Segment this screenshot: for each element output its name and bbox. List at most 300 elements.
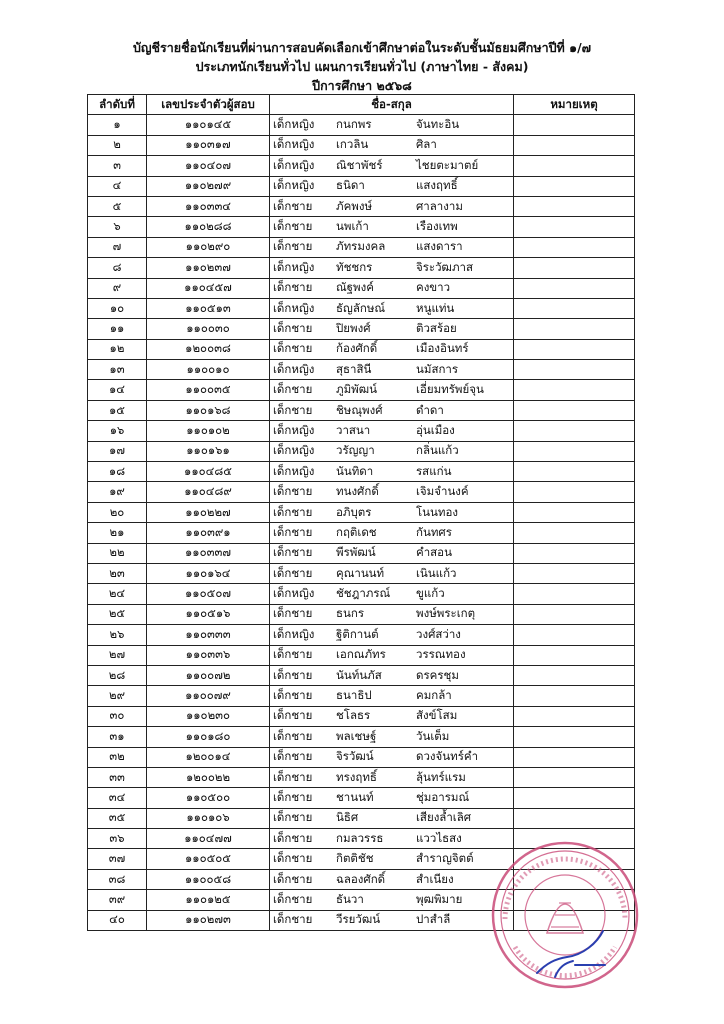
table-row: [88, 482, 635, 502]
last-name: เจิมจำนงค์: [416, 484, 469, 499]
remark-cell: [514, 360, 635, 380]
order-number: ๓๙: [88, 890, 147, 910]
exam-id: ๑๑๐๒๘๘: [147, 217, 270, 237]
student-name: [270, 910, 514, 930]
student-name: [270, 482, 514, 502]
document-subtitle: ประเภทนักเรียนทั่วไป แผนการเรียนทั่วไป (ภาษาไทย - สังคม): [195, 59, 529, 74]
student-name: [270, 135, 514, 155]
name-prefix: เด็กชาย: [273, 320, 313, 335]
header-remark: หมายเหตุ: [514, 95, 635, 115]
name-prefix: เด็กชาย: [273, 810, 313, 825]
order-number: ๑๓: [88, 360, 147, 380]
name-prefix: เด็กชาย: [273, 524, 313, 539]
order-number: ๓๗: [88, 849, 147, 869]
first-name: กมลวรรธ: [336, 830, 384, 845]
order-number: ๘: [88, 258, 147, 278]
name-prefix: เด็กชาย: [273, 504, 313, 519]
remark-cell: [514, 482, 635, 502]
remark-cell: [514, 156, 635, 176]
table-row: [88, 665, 635, 685]
first-name: อภิบุตร: [336, 504, 372, 519]
remark-cell: [514, 686, 635, 706]
last-name: ศาลางาม: [416, 198, 463, 213]
table-row: [88, 625, 635, 645]
name-prefix: เด็กชาย: [273, 647, 313, 662]
first-name: กฤติเดช: [336, 524, 377, 539]
first-name: วาสนา: [336, 422, 371, 437]
student-name: [270, 890, 514, 910]
remark-cell: [514, 829, 635, 849]
name-prefix: เด็กหญิง: [273, 443, 315, 458]
exam-id: ๑๑๐๒๙๐: [147, 237, 270, 257]
name-prefix: เด็กชาย: [273, 198, 313, 213]
order-number: ๒๗: [88, 645, 147, 665]
student-name: [270, 869, 514, 889]
table-row: [88, 278, 635, 298]
first-name: นันทิดา: [336, 463, 374, 478]
exam-id: ๑๑๐๐๗๙: [147, 686, 270, 706]
last-name: อุ่นเมือง: [416, 422, 455, 437]
student-name: [270, 360, 514, 380]
remark-cell: [514, 910, 635, 930]
last-name: เสียงล้ำเลิศ: [416, 810, 472, 825]
student-name: [270, 604, 514, 624]
table-row: [88, 788, 635, 808]
first-name: ธนิดา: [336, 178, 365, 193]
first-name: ก้องศักดิ์: [336, 341, 378, 356]
order-number: ๒๕: [88, 604, 147, 624]
exam-id: ๑๑๐๑๐๒: [147, 421, 270, 441]
remark-cell: [514, 441, 635, 461]
first-name: ภัคพงษ์: [336, 198, 373, 213]
order-number: ๓๑: [88, 727, 147, 747]
table-row: [88, 584, 635, 604]
last-name: แววไธสง: [416, 830, 462, 845]
last-name: ศิลา: [416, 137, 437, 152]
student-name: [270, 563, 514, 583]
last-name: สำราญจิตต์: [416, 851, 474, 866]
table-row: [88, 339, 635, 359]
first-name: ปิยพงศ์: [336, 320, 371, 335]
table-row: [88, 727, 635, 747]
academic-year: ปีการศึกษา ๒๕๖๘: [312, 78, 412, 93]
name-prefix: เด็กหญิง: [273, 178, 315, 193]
last-name: กลิ่นแก้ว: [416, 443, 459, 458]
name-prefix: เด็กชาย: [273, 789, 313, 804]
remark-cell: [514, 767, 635, 787]
name-prefix: เด็กชาย: [273, 667, 313, 682]
first-name: ชานนท์: [336, 789, 374, 804]
first-name: ธัญลักษณ์: [336, 300, 386, 315]
name-prefix: เด็กชาย: [273, 688, 313, 703]
exam-id: ๑๑๐๑๖๘: [147, 400, 270, 420]
last-name: กันทศร: [416, 524, 452, 539]
exam-id: ๑๑๐๓๑๗: [147, 135, 270, 155]
remark-cell: [514, 584, 635, 604]
last-name: คำสอน: [416, 545, 452, 560]
exam-id: ๑๑๐๕๐๗: [147, 584, 270, 604]
student-name: [270, 665, 514, 685]
exam-id: ๑๑๐๒๓๗: [147, 258, 270, 278]
remark-cell: [514, 217, 635, 237]
name-prefix: เด็กชาย: [273, 402, 313, 417]
first-name: ณิชาพัชร์: [336, 157, 383, 172]
order-number: ๑๑: [88, 319, 147, 339]
order-number: ๒๖: [88, 625, 147, 645]
student-name: [270, 462, 514, 482]
last-name: เนินแก้ว: [416, 565, 457, 580]
order-number: ๒๔: [88, 584, 147, 604]
name-prefix: เด็กชาย: [273, 382, 313, 397]
exam-id: ๑๒๐๐๒๒: [147, 767, 270, 787]
remark-cell: [514, 706, 635, 726]
student-name: [270, 584, 514, 604]
remark-cell: [514, 237, 635, 257]
student-name: [270, 339, 514, 359]
remark-cell: [514, 339, 635, 359]
exam-id: ๑๑๐๒๓๐: [147, 706, 270, 726]
last-name: เอี่ยมทรัพย์จุน: [416, 382, 484, 397]
table-row: [88, 135, 635, 155]
exam-id: ๑๑๐๑๒๕: [147, 890, 270, 910]
remark-cell: [514, 849, 635, 869]
last-name: ดรครชุม: [416, 667, 459, 682]
exam-id: ๑๑๐๓๓๔: [147, 196, 270, 216]
order-number: ๑๕: [88, 400, 147, 420]
exam-id: ๑๑๐๔๘๙: [147, 482, 270, 502]
remark-cell: [514, 462, 635, 482]
order-number: ๒๐: [88, 502, 147, 522]
exam-id: ๑๒๐๐๑๔: [147, 747, 270, 767]
table-row: [88, 421, 635, 441]
table-row: [88, 156, 635, 176]
name-prefix: เด็กหญิง: [273, 117, 315, 132]
table-header-row: [88, 95, 635, 115]
exam-id: ๑๑๐๐๑๐: [147, 360, 270, 380]
order-number: ๔: [88, 176, 147, 196]
remark-cell: [514, 319, 635, 339]
first-name: นิธิศ: [336, 810, 359, 825]
order-number: ๑๘: [88, 462, 147, 482]
name-prefix: เด็กชาย: [273, 239, 313, 254]
table-row: [88, 319, 635, 339]
table-row: [88, 237, 635, 257]
table-row: [88, 829, 635, 849]
first-name: ทัชชกร: [336, 259, 373, 274]
name-prefix: เด็กชาย: [273, 565, 313, 580]
remark-cell: [514, 625, 635, 645]
student-name: [270, 441, 514, 461]
student-name: [270, 196, 514, 216]
name-prefix: เด็กหญิง: [273, 422, 315, 437]
remark-cell: [514, 135, 635, 155]
table-row: [88, 176, 635, 196]
table-row: [88, 849, 635, 869]
last-name: คมกล้า: [416, 688, 452, 703]
remark-cell: [514, 176, 635, 196]
last-name: ชุ่มอารมณ์: [416, 789, 470, 804]
order-number: ๑๙: [88, 482, 147, 502]
name-prefix: เด็กชาย: [273, 728, 313, 743]
order-number: ๙: [88, 278, 147, 298]
remark-cell: [514, 645, 635, 665]
remark-cell: [514, 421, 635, 441]
order-number: ๓๒: [88, 747, 147, 767]
table-row: [88, 217, 635, 237]
last-name: พุฒพิมาย: [416, 891, 463, 906]
last-name: สังข์โสม: [416, 708, 458, 723]
table-row: [88, 115, 635, 135]
name-prefix: เด็กชาย: [273, 871, 313, 886]
last-name: ปาสำลี: [416, 912, 451, 927]
last-name: จิระวัฒภาส: [416, 259, 473, 274]
table-row: [88, 543, 635, 563]
first-name: ภัทรมงคล: [336, 239, 386, 254]
order-number: ๑๔: [88, 380, 147, 400]
order-number: ๑๖: [88, 421, 147, 441]
exam-id: ๑๑๐๕๐๐: [147, 788, 270, 808]
first-name: ทนงศักดิ์: [336, 484, 379, 499]
last-name: วันเต็ม: [416, 728, 450, 743]
student-name: [270, 319, 514, 339]
exam-id: ๑๑๐๓๓๓: [147, 625, 270, 645]
exam-id: ๑๑๐๓๓๖: [147, 645, 270, 665]
table-row: [88, 360, 635, 380]
document-header: [0, 38, 724, 95]
student-name: [270, 298, 514, 318]
exam-id: ๑๒๐๐๓๘: [147, 339, 270, 359]
name-prefix: เด็กชาย: [273, 280, 313, 295]
name-prefix: เด็กชาย: [273, 606, 313, 621]
first-name: ฉลองศักดิ์: [336, 871, 386, 886]
exam-id: ๑๑๐๐๓๕: [147, 380, 270, 400]
table-row: [88, 706, 635, 726]
last-name: ไชยตะมาตย์: [416, 157, 479, 172]
order-number: ๒๙: [88, 686, 147, 706]
remark-cell: [514, 400, 635, 420]
order-number: ๑๒: [88, 339, 147, 359]
student-name: [270, 849, 514, 869]
first-name: ชิษณุพงศ์: [336, 402, 383, 417]
name-prefix: เด็กหญิง: [273, 157, 315, 172]
student-name: [270, 727, 514, 747]
remark-cell: [514, 502, 635, 522]
first-name: เกวลิน: [336, 137, 369, 152]
table-row: [88, 298, 635, 318]
name-prefix: เด็กหญิง: [273, 586, 315, 601]
exam-id: ๑๑๐๑๖๔: [147, 563, 270, 583]
last-name: วรรณทอง: [416, 647, 466, 662]
name-prefix: เด็กหญิง: [273, 259, 315, 274]
remark-cell: [514, 543, 635, 563]
remark-cell: [514, 727, 635, 747]
exam-id: ๑๑๐๑๘๐: [147, 727, 270, 747]
remark-cell: [514, 523, 635, 543]
remark-cell: [514, 563, 635, 583]
order-number: ๒๑: [88, 523, 147, 543]
last-name: ลุ้นทร์แรม: [416, 769, 466, 784]
exam-id: ๑๑๐๔๕๗: [147, 278, 270, 298]
first-name: สุธาสินี: [336, 361, 372, 376]
remark-cell: [514, 196, 635, 216]
order-number: ๑: [88, 115, 147, 135]
last-name: เรืองเทพ: [416, 219, 458, 234]
first-name: พีรพัฒน์: [336, 545, 376, 560]
student-name: [270, 258, 514, 278]
order-number: ๒๓: [88, 563, 147, 583]
first-name: นพเก้า: [336, 219, 369, 234]
name-prefix: เด็กชาย: [273, 708, 313, 723]
exam-id: ๑๑๐๔๐๗: [147, 156, 270, 176]
first-name: กิตติชัช: [336, 851, 374, 866]
first-name: ชโลธร: [336, 708, 371, 723]
exam-id: ๑๑๐๒๒๗: [147, 502, 270, 522]
name-prefix: เด็กชาย: [273, 484, 313, 499]
header-full-name: ชื่อ-สกุล: [270, 95, 514, 115]
student-name: [270, 176, 514, 196]
document-title: บัญชีรายชื่อนักเรียนที่ผ่านการสอบคัดเลือกเข้าศึกษาต่อในระดับชั้นมัธยมศึกษาปีที่ ๑/๗: [132, 40, 592, 55]
remark-cell: [514, 788, 635, 808]
last-name: รสแก่น: [416, 463, 452, 478]
first-name: ชัชฎาภรณ์: [336, 586, 391, 601]
name-prefix: เด็กชาย: [273, 891, 313, 906]
table-row: [88, 869, 635, 889]
last-name: ติวสร้อย: [416, 320, 457, 335]
table-row: [88, 747, 635, 767]
signature-mark: [537, 931, 605, 977]
name-prefix: เด็กชาย: [273, 769, 313, 784]
name-prefix: เด็กหญิง: [273, 137, 315, 152]
student-name: [270, 421, 514, 441]
student-name: [270, 400, 514, 420]
table-row: [88, 686, 635, 706]
first-name: ธนาธิป: [336, 688, 372, 703]
order-number: ๓๖: [88, 829, 147, 849]
first-name: ฐิติกานต์: [336, 626, 379, 641]
name-prefix: เด็กชาย: [273, 341, 313, 356]
last-name: แสงฤทธิ์: [416, 178, 458, 193]
last-name: จันทะอิน: [416, 117, 460, 132]
name-prefix: เด็กชาย: [273, 545, 313, 560]
name-prefix: เด็กชาย: [273, 912, 313, 927]
name-prefix: เด็กชาย: [273, 219, 313, 234]
remark-cell: [514, 869, 635, 889]
order-number: ๒๒: [88, 543, 147, 563]
last-name: คงขาว: [416, 280, 451, 295]
student-name: [270, 502, 514, 522]
student-name: [270, 625, 514, 645]
last-name: แสงดารา: [416, 239, 463, 254]
first-name: วีรยวัฒน์: [336, 912, 381, 927]
order-number: ๕: [88, 196, 147, 216]
name-prefix: เด็กชาย: [273, 830, 313, 845]
student-name: [270, 115, 514, 135]
student-name: [270, 686, 514, 706]
student-name: [270, 706, 514, 726]
order-number: ๗: [88, 237, 147, 257]
student-name: [270, 829, 514, 849]
remark-cell: [514, 747, 635, 767]
first-name: เอกณภัทร: [336, 647, 386, 662]
order-number: ๒: [88, 135, 147, 155]
roster-body: [88, 115, 635, 931]
table-row: [88, 523, 635, 543]
exam-id: ๑๑๐๕๑๓: [147, 298, 270, 318]
student-name: [270, 543, 514, 563]
table-row: [88, 462, 635, 482]
exam-id: ๑๑๐๑๐๖: [147, 808, 270, 828]
remark-cell: [514, 890, 635, 910]
student-name: [270, 808, 514, 828]
exam-id: ๑๑๐๐๕๘: [147, 869, 270, 889]
student-name: [270, 156, 514, 176]
table-row: [88, 808, 635, 828]
order-number: ๓๕: [88, 808, 147, 828]
student-name: [270, 747, 514, 767]
header-order-number: ลำดับที่: [88, 95, 147, 115]
first-name: กนกพร: [336, 117, 372, 132]
student-roster-table: [87, 94, 635, 931]
table-row: [88, 604, 635, 624]
name-prefix: เด็กหญิง: [273, 300, 315, 315]
last-name: วงศ์สว่าง: [416, 626, 461, 641]
first-name: ภูมิพัฒน์: [336, 382, 377, 397]
table-row: [88, 441, 635, 461]
order-number: ๓๔: [88, 788, 147, 808]
remark-cell: [514, 258, 635, 278]
table-row: [88, 645, 635, 665]
remark-cell: [514, 298, 635, 318]
student-name: [270, 767, 514, 787]
exam-id: ๑๑๐๑๖๑: [147, 441, 270, 461]
last-name: ขูแก้ว: [416, 586, 445, 601]
order-number: ๓๐: [88, 706, 147, 726]
first-name: ณัฐพงค์: [336, 280, 374, 295]
exam-id: ๑๑๐๕๑๖: [147, 604, 270, 624]
student-name: [270, 523, 514, 543]
last-name: ดวงจันทร์คำ: [416, 749, 479, 764]
exam-id: ๑๑๐๒๗๓: [147, 910, 270, 930]
student-name: [270, 217, 514, 237]
name-prefix: เด็กหญิง: [273, 361, 315, 376]
table-row: [88, 258, 635, 278]
name-prefix: เด็กหญิง: [273, 626, 315, 641]
exam-id: ๑๑๐๓๓๗: [147, 543, 270, 563]
exam-id: ๑๑๐๒๗๙: [147, 176, 270, 196]
remark-cell: [514, 380, 635, 400]
first-name: พลเชษฐ์: [336, 728, 377, 743]
first-name: ธนกร: [336, 606, 365, 621]
name-prefix: เด็กชาย: [273, 749, 313, 764]
order-number: ๓๘: [88, 869, 147, 889]
name-prefix: เด็กชาย: [273, 851, 313, 866]
first-name: คุณานนท์: [336, 565, 385, 580]
remark-cell: [514, 665, 635, 685]
exam-id: ๑๑๐๔๗๗: [147, 829, 270, 849]
table-row: [88, 910, 635, 930]
exam-id: ๑๑๐๑๔๕: [147, 115, 270, 135]
student-name: [270, 645, 514, 665]
table-row: [88, 380, 635, 400]
name-prefix: เด็กหญิง: [273, 463, 315, 478]
order-number: ๑๗: [88, 441, 147, 461]
exam-id: ๑๑๐๐๓๐: [147, 319, 270, 339]
remark-cell: [514, 278, 635, 298]
student-name: [270, 380, 514, 400]
last-name: เมืองอินทร์: [416, 341, 469, 356]
remark-cell: [514, 808, 635, 828]
table-row: [88, 196, 635, 216]
